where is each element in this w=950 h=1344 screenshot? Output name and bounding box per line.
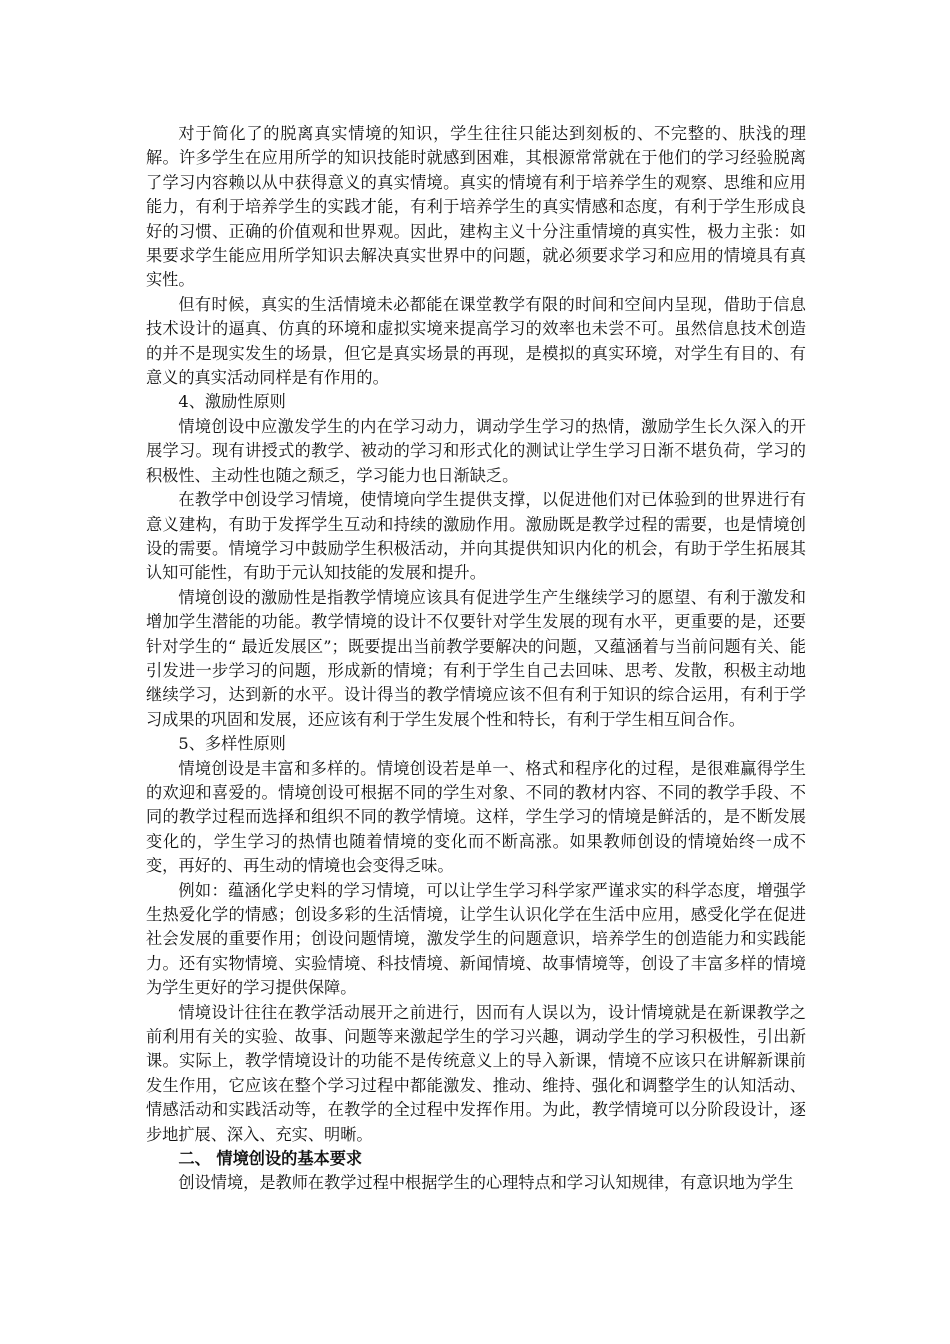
paragraph-motivation-1: 情境创设中应激发学生的内在学习动力，调动学生学习的热情，激励学生长久深入的开展学习。现有讲授式的教学、被动的学习和形式化的测试让学生学习日渐不堪负荷，学习的积极性、主动性也随之颓乏，学习能力也日渐缺乏。 [146, 416, 806, 485]
paragraph-diversity-1: 情境创设是丰富和多样的。情境创设若是单一、格式和程序化的过程，是很难赢得学生的欢迎和喜爱的。情境创设可根据不同的学生对象、不同的教材内容、不同的教学手段、不同的教学过程而选择和组织不同的教学情境。这样，学生学习的情境是鲜活的，是不断发展变化的，学生学习的热情也随着情境的变化而不断高涨。如果教师创设的情境始终一成不变，再好的、再生动的情境也会变得乏味。 [146, 758, 806, 876]
paragraph-authentic-context: 对于简化了的脱离真实情境的知识，学生往往只能达到刻板的、不完整的、肤浅的理解。许多学生在应用所学的知识技能时就感到困难，其根源常常就在于他们的学习经验脱离了学习内容赖以从中获得意义的真实情境。真实的情境有利于培养学生的观察、思维和应用能力，有利于培养学生的实践才能，有利于培养学生的真实情感和态度，有利于学生形成良好的习惯、正确的价值观和世界观。因此，建构主义十分注重情境的真实性，极力主张：如果要求学生能应用所学知识去解决真实世界中的问题，就必须要求学习和应用的情境具有真实性。 [146, 124, 806, 290]
paragraph-diversity-examples: 例如：蕴涵化学史料的学习情境，可以让学生学习科学家严谨求实的科学态度，增强学生热爱化学的情感；创设多彩的生活情境，让学生认识化学在生活中应用，感受化学在促进社会发展的重要作用；创设问题情境，激发学生的问题意识，培养学生的创造能力和实践能力。还有实物情境、实验情境、科技情境、新闻情境、故事情境等，创设了丰富多样的情境为学生更好的学习提供保障。 [146, 880, 806, 998]
paragraph-simulated-context: 但有时候，真实的生活情境未必都能在课堂教学有限的时间和空间内呈现，借助于信息技术设计的逼真、仿真的环境和虚拟实境来提高学习的效率也未尝不可。虽然信息技术创造的并不是现实发生的场景，但它是真实场景的再现，是模拟的真实环境，对学生有目的、有意义的真实活动同样是有作用的。 [146, 294, 806, 388]
paragraph-design-stages: 情境设计往往在教学活动展开之前进行，因而有人误以为，设计情境就是在新课教学之前利用有关的实验、故事、问题等来激起学生的学习兴趣，调动学生的学习积极性，引出新课。实际上，教学情境设计的功能不是传统意义上的导入新课，情境不应该只在讲解新课前发生作用，它应该在整个学习过程中都能激发、推动、维持、强化和调整学生的认知活动、情感活动和实践活动等，在教学的全过程中发挥作用。为此，教学情境可以分阶段设计，逐步地扩展、深入、充实、明晰。 [146, 1002, 806, 1144]
section-heading-basic-requirements: 二、 情境创设的基本要求 [178, 1149, 363, 1169]
paragraph-motivation-3: 情境创设的激励性是指教学情境应该具有促进学生产生继续学习的愿望、有利于激发和增加学生潜能的功能。教学情境的设计不仅要针对学生发展的现有水平，更重要的是，还要针对学生的“ 最近发展区”；既要提出当前教学要解决的问题，又蕴涵着与当前问题有关、能引发进一步学习的问题，形成新的情境；有利于学生自己去回味、思考、发散，积极主动地继续学习，达到新的水平。设计得当的教学情境应该不但有利于知识的综合运用，有利于学习成果的巩固和发展，还应该有利于学生发展个性和特长，有利于学生相互间合作。 [146, 587, 806, 729]
paragraph-creating-context: 创设情境，是教师在教学过程中根据学生的心理特点和学习认知规律，有意识地为学生 [178, 1173, 794, 1193]
paragraph-motivation-2: 在教学中创设学习情境，使情境向学生提供支撑，以促进他们对已体验到的世界进行有意义建构，有助于发挥学生互动和持续的激励作用。激励既是教学过程的需要，也是情境创设的需要。情境学习中鼓励学生积极活动，并向其提供知识内化的机会，有助于学生拓展其认知可能性，有助于元认知技能的发展和提升。 [146, 490, 806, 583]
document-body [146, 122, 806, 1196]
heading-diversity-principle: 5、多样性原则 [178, 734, 286, 754]
heading-motivation-principle: 4、激励性原则 [178, 392, 286, 412]
